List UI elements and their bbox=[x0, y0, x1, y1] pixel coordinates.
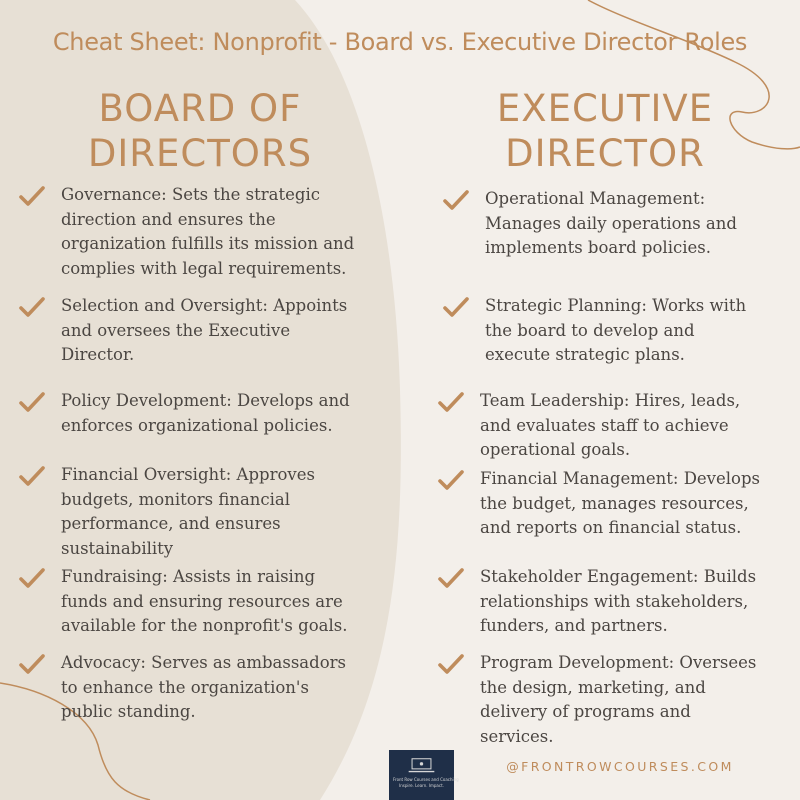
board-item bbox=[19, 651, 364, 725]
executive-heading-line1: EXECUTIVE bbox=[496, 87, 714, 130]
board-item bbox=[19, 389, 364, 438]
checkmark-icon bbox=[19, 391, 45, 413]
checkmark-icon bbox=[443, 296, 469, 318]
executive-item bbox=[443, 187, 763, 261]
board-item bbox=[19, 565, 364, 639]
executive-item-text: Team Leadership: Hires, leads, and evaluates staff to achieve operational goals. bbox=[480, 391, 741, 459]
board-item-text: Selection and Oversight: Appoints and oversees the Executive Director. bbox=[61, 296, 348, 364]
executive-heading bbox=[455, 86, 755, 176]
executive-item bbox=[438, 651, 763, 749]
executive-item bbox=[438, 565, 763, 639]
executive-item bbox=[438, 389, 763, 463]
board-heading-line1: BOARD OF bbox=[98, 87, 302, 130]
board-item-text: Advocacy: Serves as ambassadors to enhance the organization's public standing. bbox=[61, 653, 346, 721]
executive-item-text: Financial Management: Develops the budget, manages resources, and reports on financial status. bbox=[480, 469, 761, 537]
board-item bbox=[19, 463, 364, 561]
executive-item-text: Program Development: Oversees the design, marketing, and delivery of programs and services. bbox=[480, 653, 757, 746]
executive-item bbox=[438, 467, 763, 541]
executive-item-text: Stakeholder Engagement: Builds relationships with stakeholders, funders, and partners. bbox=[480, 567, 757, 635]
board-heading bbox=[50, 86, 350, 176]
checkmark-icon bbox=[19, 296, 45, 318]
board-item-text: Governance: Sets the strategic direction and ensures the organization fulfills its mission and complies with legal requirements. bbox=[61, 185, 355, 278]
board-item-text: Policy Development: Develops and enforces organizational policies. bbox=[61, 391, 350, 435]
executive-item bbox=[443, 294, 763, 368]
page-title: Cheat Sheet: Nonprofit - Board vs. Executive Director Roles bbox=[52, 28, 748, 56]
executive-item-text: Strategic Planning: Works with the board to develop and execute strategic plans. bbox=[485, 296, 747, 364]
checkmark-icon bbox=[438, 391, 464, 413]
checkmark-icon bbox=[443, 189, 469, 211]
executive-heading-line2: DIRECTOR bbox=[505, 132, 705, 175]
board-item bbox=[19, 294, 364, 368]
laptop-icon bbox=[408, 758, 435, 773]
board-item-text: Financial Oversight: Approves budgets, monitors financial performance, and ensures sustainability bbox=[61, 465, 315, 558]
executive-item-text: Operational Management: Manages daily operations and implements board policies. bbox=[485, 189, 737, 257]
board-item-text: Fundraising: Assists in raising funds and ensuring resources are available for the nonprofit's goals. bbox=[61, 567, 348, 635]
logo bbox=[389, 750, 459, 800]
checkmark-icon bbox=[19, 465, 45, 487]
checkmark-icon bbox=[19, 653, 45, 675]
logo-text: Front Row Courses and Coaching bbox=[393, 777, 459, 782]
board-item bbox=[19, 183, 364, 281]
board-heading-line2: DIRECTORS bbox=[87, 132, 313, 175]
checkmark-icon bbox=[438, 653, 464, 675]
checkmark-icon bbox=[19, 185, 45, 207]
checkmark-icon bbox=[438, 469, 464, 491]
checkmark-icon bbox=[19, 567, 45, 589]
checkmark-icon bbox=[438, 567, 464, 589]
logo-tagline: Inspire. Learn. Impact. bbox=[399, 783, 444, 788]
website-link[interactable]: @FRONTROWCOURSES.COM bbox=[506, 759, 734, 774]
